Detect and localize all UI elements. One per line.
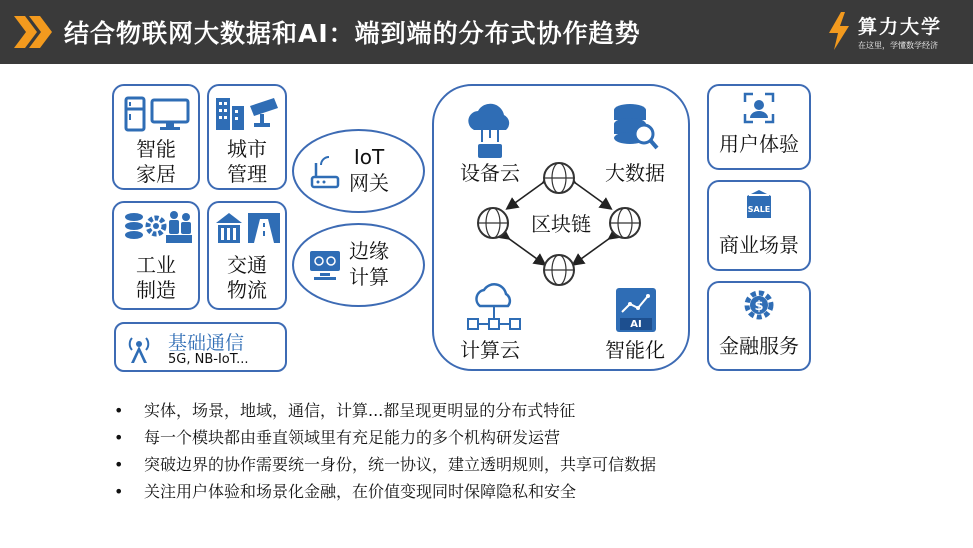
industry-gear-icon	[122, 209, 194, 247]
compute-cloud-label: 计算云	[460, 338, 520, 362]
bullet-item: • 每一个模块都由垂直领域里有充足能力的多个机构研发运营	[114, 424, 656, 451]
sale-badge-text: SALE	[747, 205, 771, 214]
ai-badge-text: AI	[630, 319, 642, 330]
iot-gateway-label-1: IoT	[353, 145, 385, 169]
antenna-tower-icon	[126, 332, 152, 364]
smart-home-card	[112, 84, 200, 190]
industry-label-2: 制造	[136, 278, 176, 302]
commerce-card	[707, 180, 811, 271]
page-title: 结合物联网大数据和AI：端到端的分布式协作趋势	[64, 19, 641, 48]
header-bar	[0, 0, 973, 64]
base-comm-card	[114, 322, 287, 372]
commerce-label: 商业场景	[719, 233, 799, 257]
transport-label-2: 物流	[227, 278, 267, 302]
brand-logo	[826, 10, 966, 56]
double-chevron-icon	[12, 12, 54, 52]
industry-card	[112, 201, 200, 310]
transport-label-1: 交通	[227, 253, 267, 277]
iot-gateway-label-2: 网关	[349, 171, 389, 195]
summary-bullet-list	[114, 397, 656, 505]
finance-label: 金融服务	[719, 334, 799, 358]
lightning-logo-icon	[826, 12, 852, 50]
device-cloud-label: 设备云	[460, 161, 520, 185]
logo-slogan: 在这里，学懂数学经济	[858, 41, 938, 50]
finance-card	[707, 281, 811, 371]
user-experience-card	[707, 84, 811, 170]
bullet-item: • 关注用户体验和场景化金融，在价值变现同时保障隐私和安全	[114, 478, 656, 505]
user-experience-label: 用户体验	[719, 132, 799, 156]
smart-home-label-2: 家居	[136, 162, 176, 186]
svg-text:$: $	[754, 299, 764, 314]
transport-card	[207, 201, 287, 310]
city-camera-icon	[214, 94, 282, 132]
edge-monitor-icon	[308, 249, 342, 281]
big-data-label: 大数据	[605, 161, 665, 185]
blockchain-label: 区块链	[531, 212, 591, 236]
center-platform-panel	[432, 84, 690, 371]
compute-cloud-icon	[464, 282, 524, 334]
city-mgmt-label-1: 城市	[227, 137, 267, 161]
logo-name: 算力大学	[858, 16, 943, 38]
database-search-icon	[610, 100, 660, 154]
edge-compute-ellipse	[292, 223, 425, 307]
city-mgmt-label-2: 管理	[227, 162, 267, 186]
device-cloud-icon	[460, 100, 520, 160]
base-comm-title: 基础通信	[168, 332, 245, 354]
iot-gateway-ellipse	[292, 129, 425, 213]
bullet-item: • 突破边界的协作需要统一身份，统一协议，建立透明规则，共享可信数据	[114, 451, 656, 478]
intelligence-label: 智能化	[605, 338, 665, 362]
city-management-card	[207, 84, 287, 190]
industry-label-1: 工业	[136, 253, 176, 277]
router-icon	[308, 151, 342, 191]
edge-compute-label-1: 边缘	[349, 239, 389, 263]
home-appliance-icon	[122, 94, 194, 134]
face-scan-icon	[743, 92, 775, 124]
dollar-gear-icon	[743, 289, 775, 321]
transport-road-icon	[214, 209, 282, 247]
base-comm-subtitle: 5G, NB-IoT...	[168, 352, 249, 367]
smart-home-label-1: 智能	[136, 137, 176, 161]
bullet-item: • 实体，场景，地域，通信，计算...都呈现更明显的分布式特征	[114, 397, 656, 424]
edge-compute-label-2: 计算	[349, 265, 389, 289]
